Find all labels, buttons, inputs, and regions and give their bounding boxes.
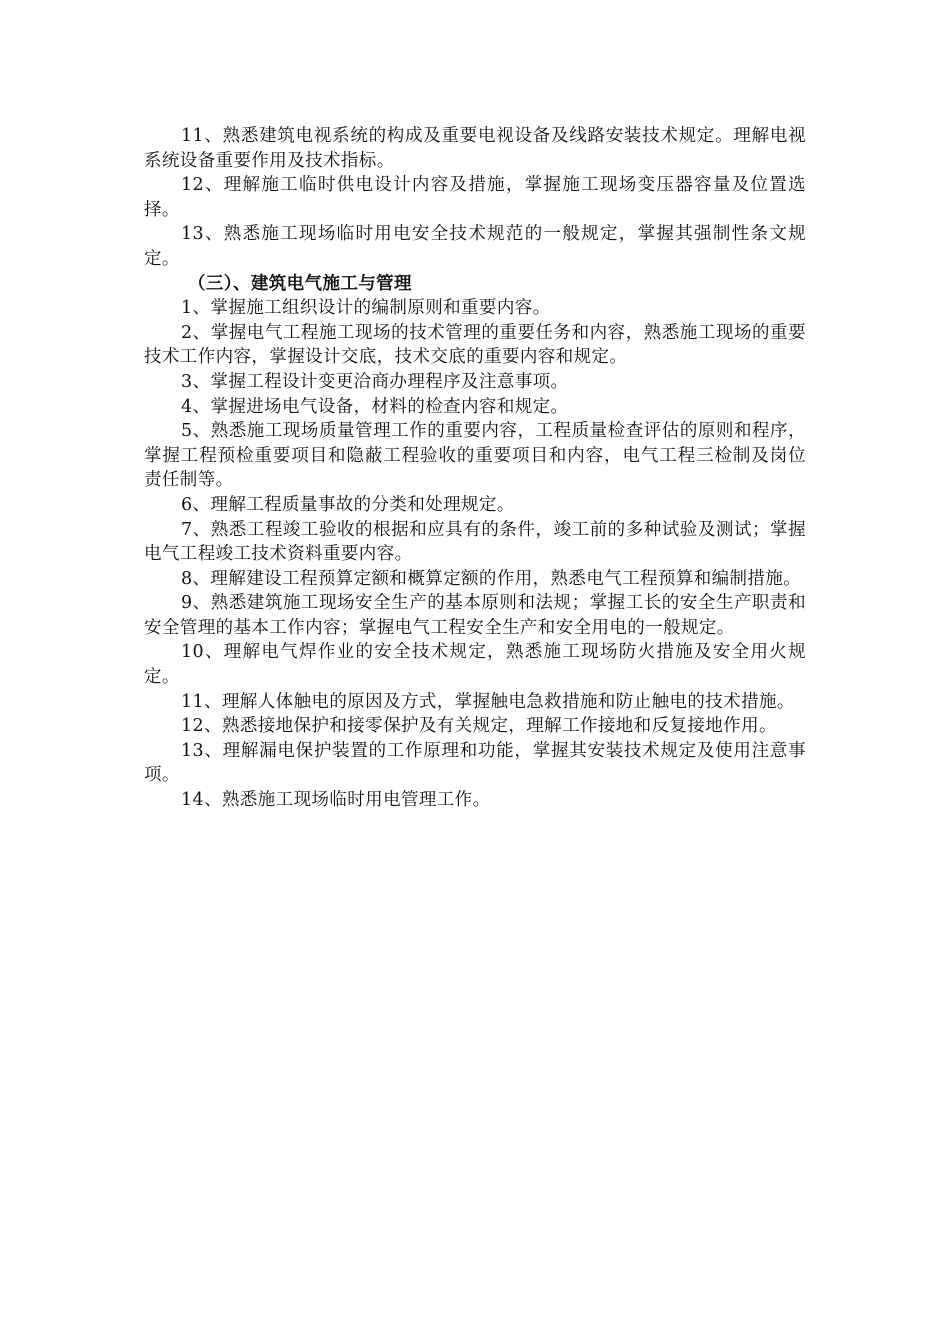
paragraph-item-14: 14、熟悉施工现场临时用电管理工作。 — [181, 790, 491, 811]
paragraph-item-10: 10、理解电气焊作业的安全技术规定，熟悉施工现场防火措施及安全用火规定。 — [144, 642, 806, 688]
paragraph-item-4: 4、掌握进场电气设备，材料的检查内容和规定。 — [181, 396, 569, 417]
paragraph-item-6: 6、理解工程质量事故的分类和处理规定。 — [181, 494, 515, 515]
paragraph-item-8: 8、理解建设工程预算定额和概算定额的作用，熟悉电气工程预算和编制措施。 — [181, 568, 802, 589]
document-body — [144, 124, 806, 813]
paragraph-item-12: 12、熟悉接地保护和接零保护及有关规定，理解工作接地和反复接地作用。 — [181, 716, 777, 737]
paragraph-item-9: 9、熟悉建筑施工现场安全生产的基本原则和法规；掌握工长的安全生产职责和安全管理的基本工作内容；掌握电气工程安全生产和安全用电的一般规定。 — [144, 593, 806, 638]
paragraph-item-1: 1、掌握施工组织设计的编制原则和重要内容。 — [181, 298, 551, 319]
paragraph-item-5: 5、熟悉施工现场质量管理工作的重要内容，工程质量检查评估的原则和程序，掌握工程预检重要项目和隐蔽工程验收的重要项目和内容，电气工程三检制及岗位责任制等。 — [144, 421, 806, 491]
paragraph-tv-system: 11、熟悉建筑电视系统的构成及重要电视设备及线路安装技术规定。理解电视系统设备重要作用及技术指标。 — [144, 126, 806, 171]
paragraph-temporary-power-design: 12、理解施工临时供电设计内容及措施，掌握施工现场变压器容量及位置选择。 — [144, 175, 806, 220]
paragraph-temporary-power-safety: 13、熟悉施工现场临时用电安全技术规范的一般规定，掌握其强制性条文规定。 — [144, 224, 806, 269]
section-heading: （三）、建筑电气施工与管理 — [188, 273, 412, 294]
paragraph-item-11: 11、理解人体触电的原因及方式，掌握触电急救措施和防止触电的技术措施。 — [181, 691, 795, 712]
paragraph-item-3: 3、掌握工程设计变更洽商办理程序及注意事项。 — [181, 371, 569, 392]
paragraph-item-2: 2、掌握电气工程施工现场的技术管理的重要任务和内容，熟悉施工现场的重要技术工作内容，掌握设计交底，技术交底的重要内容和规定。 — [144, 322, 806, 368]
paragraph-item-13: 13、理解漏电保护装置的工作原理和功能，掌握其安装技术规定及使用注意事项。 — [144, 740, 806, 786]
paragraph-item-7: 7、熟悉工程竣工验收的根据和应具有的条件，竣工前的多种试验及测试；掌握电气工程竣工技术资料重要内容。 — [144, 519, 806, 565]
